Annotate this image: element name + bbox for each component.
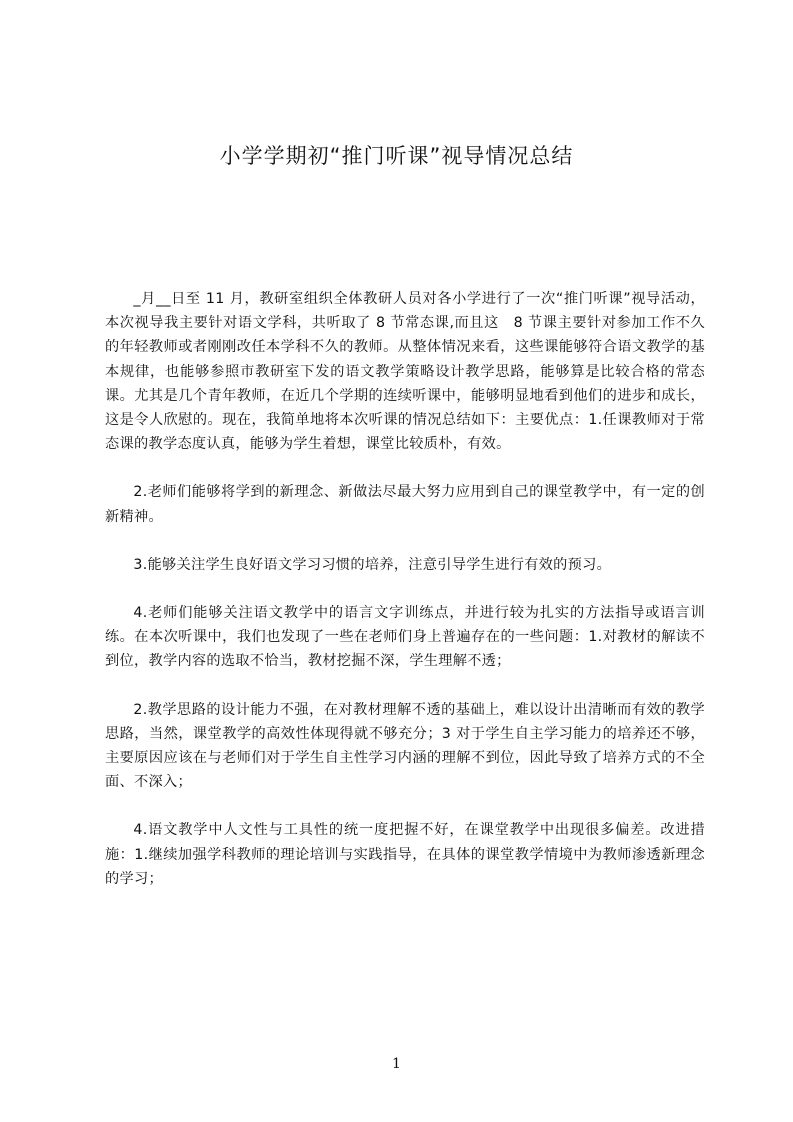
page-number: 1 bbox=[392, 1056, 401, 1072]
document-title: 小学学期初“推门听课”视导情况总结 bbox=[219, 144, 574, 168]
document-body bbox=[105, 287, 705, 891]
paragraph-4: 4.老师们能够关注语文教学中的语言文字训练点，并进行较为扎实的方法指导或语言训练。在本次听课中，我们也发现了一些在老师们身上普遍存在的一些问题：1.对教材的解读不到位，教学内容的选取不恰当，教材挖掘不深，学生理解不透； bbox=[105, 605, 705, 670]
paragraph-2: 2.老师们能够将学到的新理念、新做法尽最大努力应用到自己的课堂教学中，有一定的创新精神。 bbox=[105, 484, 705, 525]
paragraph-3: 3.能够关注学生良好语文学习习惯的培养，注意引导学生进行有效的预习。 bbox=[133, 556, 612, 573]
paragraph-5: 2.教学思路的设计能力不强，在对教材理解不透的基础上，难以设计出清晰而有效的教学思路，当然，课堂教学的高效性体现得就不够充分；3 对于学生自主学习能力的培养还不够，主要原因应该在与老师们对于学生自主性学习内涵的理解不到位，因此导致了培养方式的不全面、不深入； bbox=[105, 701, 705, 791]
paragraph-1: _月__日至 11 月，教研室组织全体教研人员对各小学进行了一次“推门听课”视导活动，本次视导我主要针对语文学科，共听取了 8 节常态课,而且这 8 节课主要针对参加工作不久的年轻教师或者刚刚改任本学科不久的教师。从整体情况来看，这些课能够符合语文教学的基本规律，也能够参照市教研室下发的语文教学策略设计教学思路，能够算是比较合格的常态课。尤其是几个青年教师，在近几个学期的连续听课中，能够明显地看到他们的进步和成长，这是令人欣慰的。现在，我简单地将本次听课的情况总结如下：主要优点：1.任课教师对于常态课的教学态度认真，能够为学生着想，课堂比较质朴，有效。 bbox=[105, 291, 705, 453]
paragraph-6: 4.语文教学中人文性与工具性的统一度把握不好，在课堂教学中出现很多偏差。改进措施：1.继续加强学科教师的理论培训与实践指导，在具体的课堂教学情境中为教师渗透新理念的学习； bbox=[105, 822, 705, 887]
